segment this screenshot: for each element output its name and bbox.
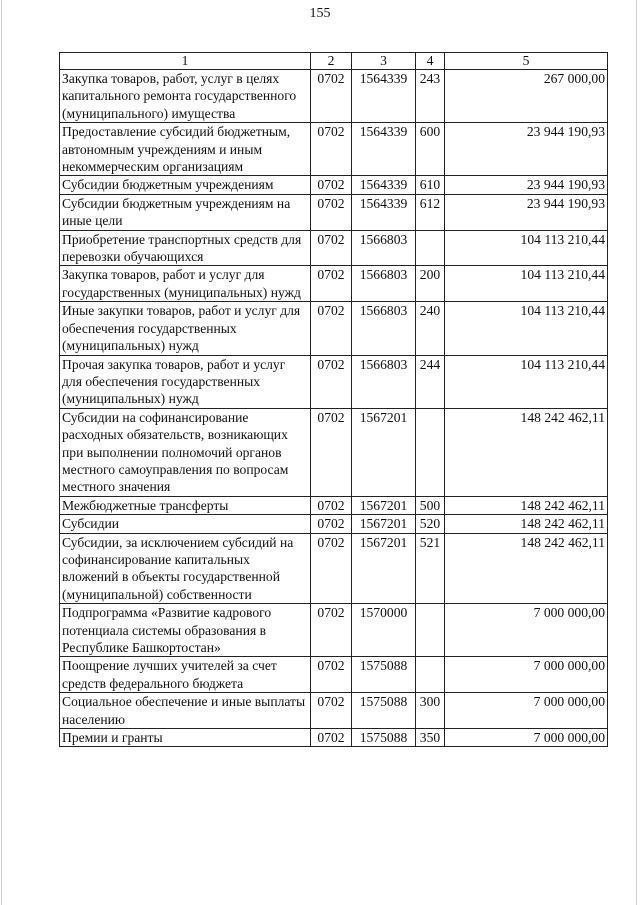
table-row [60,302,608,355]
header-col-1: 1 [60,53,311,70]
table-row [60,496,608,514]
row-section: 0702 [311,194,352,230]
row-name: Иные закупки товаров, работ и услуг для обеспечения государственных (муниципальных) нужд [60,302,311,355]
table-row [60,729,608,747]
row-section: 0702 [311,693,352,729]
row-section: 0702 [311,302,352,355]
row-section: 0702 [311,70,352,123]
row-amount: 104 113 210,44 [445,266,608,302]
header-col-5: 5 [445,53,608,70]
row-target: 1564339 [352,194,416,230]
row-name: Закупка товаров, работ, услуг в целях капитального ремонта государственного (муниципального) имущества [60,70,311,123]
row-amount: 7 000 000,00 [445,604,608,657]
row-type: 244 [416,355,445,408]
row-amount: 148 242 462,11 [445,408,608,496]
row-amount: 148 242 462,11 [445,496,608,514]
row-amount: 23 944 190,93 [445,176,608,194]
row-target: 1566803 [352,355,416,408]
row-amount: 104 113 210,44 [445,355,608,408]
table-row [60,657,608,693]
table-row [60,355,608,408]
row-name: Субсидии на софинансирование расходных обязательств, возникающих при выполнении полномочий органов местного самоуправления по вопросам местного значения [60,408,311,496]
row-name: Субсидии, за исключением субсидий на софинансирование капитальных вложений в объекты государственной (муниципальной) собственности [60,533,311,604]
row-type [416,604,445,657]
row-target: 1564339 [352,70,416,123]
row-section: 0702 [311,123,352,176]
table-row [60,266,608,302]
row-section: 0702 [311,355,352,408]
row-target: 1566803 [352,302,416,355]
scan-edge-right [636,0,637,905]
row-target: 1567201 [352,496,416,514]
row-name: Премии и гранты [60,729,311,747]
row-name: Приобретение транспортных средств для перевозки обучающихся [60,230,311,266]
table-row [60,70,608,123]
row-amount: 23 944 190,93 [445,194,608,230]
row-section: 0702 [311,515,352,533]
table-row [60,230,608,266]
row-type: 600 [416,123,445,176]
row-section: 0702 [311,176,352,194]
table-row [60,533,608,604]
header-row [60,53,608,70]
row-type: 500 [416,496,445,514]
budget-table [59,52,608,747]
row-section: 0702 [311,408,352,496]
row-target: 1567201 [352,515,416,533]
row-section: 0702 [311,533,352,604]
row-name: Предоставление субсидий бюджетным, автономным учреждениям и иным некоммерческим организациям [60,123,311,176]
row-type [416,657,445,693]
row-amount: 7 000 000,00 [445,729,608,747]
header-col-2: 2 [311,53,352,70]
row-amount: 7 000 000,00 [445,657,608,693]
table-row [60,604,608,657]
row-target: 1566803 [352,266,416,302]
row-name: Поощрение лучших учителей за счет средств федерального бюджета [60,657,311,693]
table-row [60,176,608,194]
row-type: 200 [416,266,445,302]
row-target: 1566803 [352,230,416,266]
row-type: 243 [416,70,445,123]
row-target: 1567201 [352,533,416,604]
table-row [60,408,608,496]
row-amount: 148 242 462,11 [445,515,608,533]
row-section: 0702 [311,230,352,266]
table-row [60,123,608,176]
row-name: Субсидии бюджетным учреждениям [60,176,311,194]
row-target: 1575088 [352,657,416,693]
row-name: Прочая закупка товаров, работ и услуг для обеспечения государственных (муниципальных) нужд [60,355,311,408]
row-amount: 23 944 190,93 [445,123,608,176]
row-name: Межбюджетные трансферты [60,496,311,514]
table-row [60,515,608,533]
row-name: Закупка товаров, работ и услуг для государственных (муниципальных) нужд [60,266,311,302]
row-target: 1575088 [352,729,416,747]
row-section: 0702 [311,604,352,657]
scan-edge-left [1,0,2,905]
row-amount: 104 113 210,44 [445,230,608,266]
row-section: 0702 [311,496,352,514]
row-name: Социальное обеспечение и иные выплаты населению [60,693,311,729]
row-section: 0702 [311,266,352,302]
row-target: 1570000 [352,604,416,657]
row-type: 300 [416,693,445,729]
row-amount: 104 113 210,44 [445,302,608,355]
row-type: 521 [416,533,445,604]
row-type [416,408,445,496]
row-section: 0702 [311,729,352,747]
row-amount: 148 242 462,11 [445,533,608,604]
row-type: 520 [416,515,445,533]
row-type: 240 [416,302,445,355]
header-col-3: 3 [352,53,416,70]
row-target: 1564339 [352,123,416,176]
row-amount: 7 000 000,00 [445,693,608,729]
row-type: 610 [416,176,445,194]
row-name: Субсидии [60,515,311,533]
table-row [60,194,608,230]
row-type: 612 [416,194,445,230]
row-target: 1564339 [352,176,416,194]
row-type: 350 [416,729,445,747]
row-section: 0702 [311,657,352,693]
row-amount: 267 000,00 [445,70,608,123]
header-col-4: 4 [416,53,445,70]
row-name: Подпрограмма «Развитие кадрового потенциала системы образования в Республике Башкортостан» [60,604,311,657]
row-name: Субсидии бюджетным учреждениям на иные цели [60,194,311,230]
row-type [416,230,445,266]
row-target: 1575088 [352,693,416,729]
row-target: 1567201 [352,408,416,496]
page-number: 155 [309,6,331,21]
table-row [60,693,608,729]
